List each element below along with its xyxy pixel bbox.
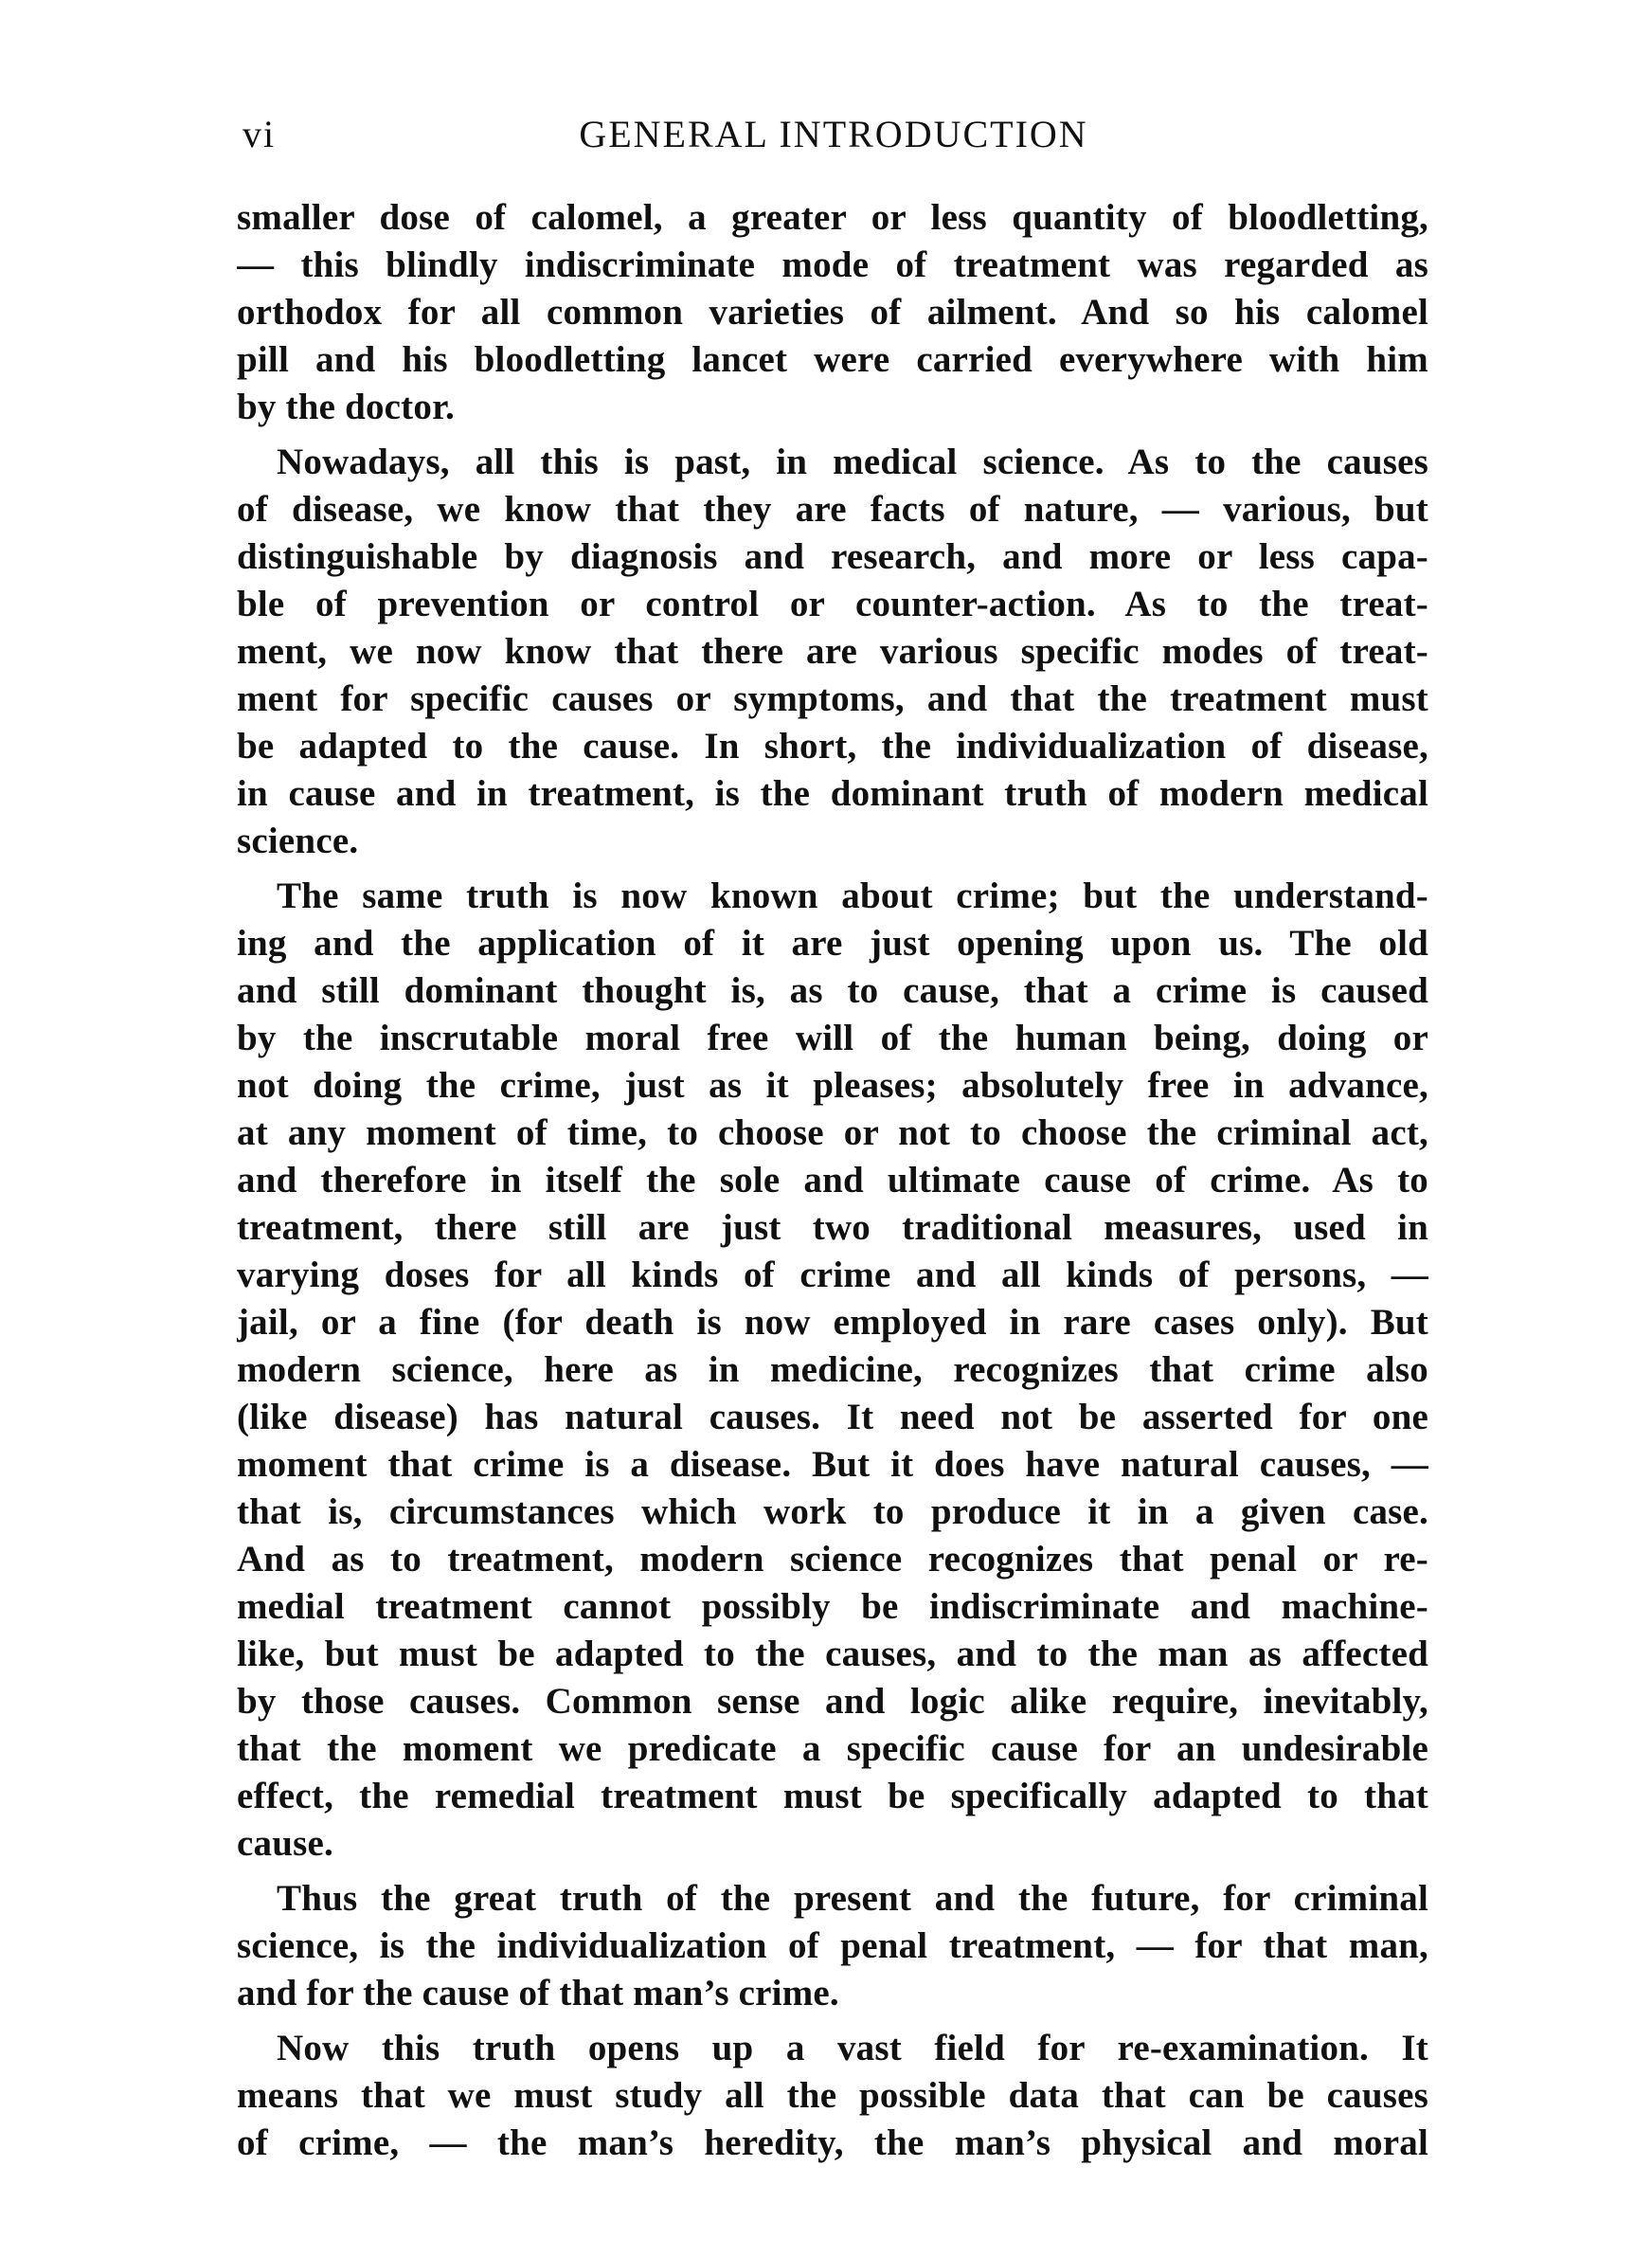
text-line: like, but must be adapted to the causes, and to the man as affected [237,1634,1428,1674]
text-line: effect, the remedial treatment must be specifically adapted to that [237,1776,1428,1816]
body-text [237,194,1428,2167]
text-line: Thus the great truth of the present and the future, for criminal [277,1878,1428,1919]
text-line: science, is the individualization of penal treatment, — for that man, [237,1925,1428,1966]
paragraph [237,1875,1428,2017]
text-line: ble of prevention or control or counter-action. As to the treat- [237,584,1428,624]
paragraph [237,2025,1428,2167]
text-line: moment that crime is a disease. But it does have natural causes, — [237,1444,1428,1485]
text-line: And as to treatment, modern science recognizes that penal or re- [237,1539,1428,1580]
running-title: GENERAL INTRODUCTION [579,113,1088,155]
text-line: pill and his bloodletting lancet were carried everywhere with him [237,339,1428,380]
text-line: of disease, we know that they are facts of nature, — various, but [237,489,1428,530]
text-line: science. [237,821,359,861]
text-line: orthodox for all common varieties of ailment. And so his calomel [237,292,1428,333]
text-line: and for the cause of that man’s crime. [237,1973,839,2013]
text-line: ing and the application of it are just opening upon us. The old [237,923,1428,964]
text-line: of crime, — the man’s heredity, the man’s physical and moral [237,2122,1428,2163]
text-line: cause. [237,1823,333,1864]
text-line: and still dominant thought is, as to cause, that a crime is caused [237,970,1428,1011]
text-line: ment, we now know that there are various specific modes of treat- [237,631,1428,672]
paragraph [237,439,1428,865]
running-head [242,112,1425,159]
text-line: Nowadays, all this is past, in medical science. As to the causes [277,442,1428,482]
text-line: The same truth is now known about crime; but the understand- [277,876,1428,916]
text-line: medial treatment cannot possibly be indiscriminate and machine- [237,1586,1428,1627]
text-line: that the moment we predicate a specific cause for an undesirable [237,1728,1428,1769]
text-line: by those causes. Common sense and logic alike require, inevitably, [237,1681,1428,1722]
text-line: not doing the crime, just as it pleases; absolutely free in advance, [237,1065,1428,1106]
page-number: vi [242,113,277,155]
text-line: jail, or a fine (for death is now employed in rare cases only). But [237,1302,1428,1343]
paragraph [237,873,1428,1868]
text-line: smaller dose of calomel, a greater or less quantity of bloodletting, [237,197,1428,238]
text-line: distinguishable by diagnosis and research, and more or less capa- [237,536,1428,577]
paragraph [237,194,1428,431]
text-line: be adapted to the cause. In short, the individualization of disease, [237,726,1428,767]
text-line: Now this truth opens up a vast field for re-examination. It [277,2028,1428,2068]
text-line: that is, circumstances which work to produce it in a given case. [237,1491,1428,1532]
text-line: — this blindly indiscriminate mode of treatment was regarded as [237,244,1428,285]
text-line: at any moment of time, to choose or not to choose the criminal act, [237,1112,1428,1153]
text-line: varying doses for all kinds of crime and all kinds of persons, — [237,1255,1428,1295]
text-line: treatment, there still are just two traditional measures, used in [237,1207,1428,1248]
text-line: means that we must study all the possible data that can be causes [237,2075,1428,2116]
text-line: ment for specific causes or symptoms, and that the treatment must [237,678,1428,719]
text-line: modern science, here as in medicine, recognizes that crime also [237,1349,1428,1390]
text-line: in cause and in treatment, is the dominant truth of modern medical [237,773,1428,814]
text-line: and therefore in itself the sole and ultimate cause of crime. As to [237,1160,1428,1201]
text-line: (like disease) has natural causes. It need not be asserted for one [237,1397,1428,1437]
text-line: by the doctor. [237,387,455,427]
text-line: by the inscrutable moral free will of the human being, doing or [237,1018,1428,1058]
